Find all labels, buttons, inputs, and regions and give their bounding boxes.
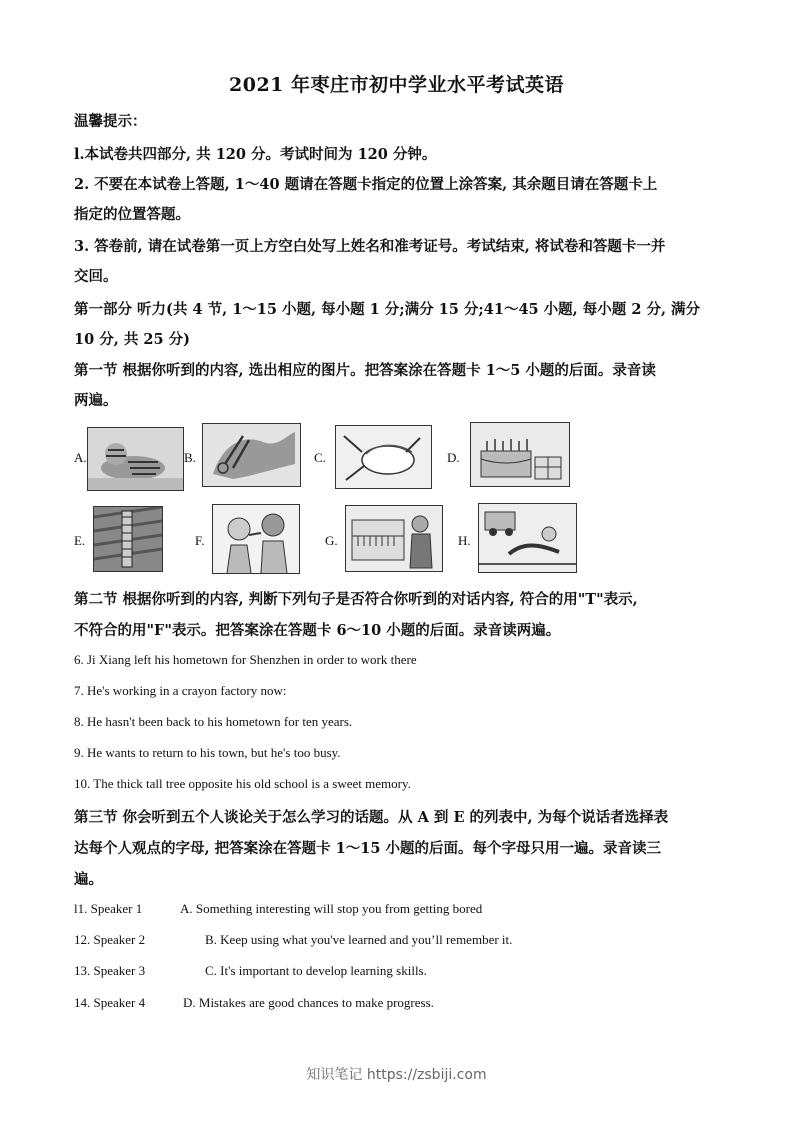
tips-heading: 温馨提示：	[74, 113, 147, 130]
tf-item-6: 6. Ji Xiang left his hometown for Shenzhen in order to work there	[74, 652, 417, 667]
tips-line-2b: 指定的位置答题。	[74, 206, 190, 223]
tiger-icon	[88, 428, 183, 490]
option-label-e: E.	[74, 533, 86, 548]
cooking-picture	[335, 425, 432, 489]
section3-line-2: 达每个人观点的字母, 把答案涂在答题卡 1～15 小题的后面。每个字母只用一遍。录音读三	[74, 840, 661, 857]
option-label-h: H.	[458, 533, 471, 548]
birthday-cake-picture	[470, 422, 570, 487]
speaker-option-b: B. Keep using what you've learned and you’ll remember it.	[205, 932, 513, 947]
part1-line-2: 10 分, 共 25 分)	[74, 331, 190, 348]
speaker-option-d: D. Mistakes are good chances to make progress.	[183, 995, 434, 1010]
speaker-label-3: 13. Speaker 3	[74, 963, 146, 978]
accident-icon	[479, 504, 576, 572]
speaker-label-2: 12. Speaker 2	[74, 932, 146, 947]
option-label-b: B.	[184, 450, 196, 465]
hand-icon	[203, 424, 300, 486]
page-title: 2021 年枣庄市初中学业水平考试英语	[229, 74, 564, 96]
option-label-c: C.	[314, 450, 326, 465]
tf-item-8: 8. He hasn't been back to his hometown for ten years.	[74, 714, 353, 729]
zipper-picture	[93, 506, 163, 572]
tf-item-10: 10. The thick tall tree opposite his old school is a sweet memory.	[74, 776, 411, 791]
section3-line-3: 遍。	[74, 871, 103, 888]
part1-line-1: 第一部分 听力(共 4 节, 1～15 小题, 每小题 1 分;满分 15 分;41～45 小题, 每小题 2 分, 满分	[74, 301, 701, 318]
tips-line-3a: 3. 答卷前, 请在试卷第一页上方空白处写上姓名和准考证号。考试结束, 将试卷和答题卡一并	[74, 238, 666, 255]
tf-item-9: 9. He wants to return to his town, but he's too busy.	[74, 745, 341, 760]
hand-picture	[202, 423, 301, 487]
speaker-label-4: 14. Speaker 4	[74, 995, 146, 1010]
zipper-icon	[94, 507, 162, 571]
tips-line-3b: 交回。	[74, 268, 118, 285]
section2-line-1: 第二节 根据你听到的内容, 判断下列句子是否符合你听到的对话内容, 符合的用"T"表示,	[74, 591, 638, 608]
speaker-label-1: l1. Speaker 1	[74, 901, 143, 916]
tf-item-7: 7. He's working in a crayon factory now:	[74, 683, 287, 698]
speaker-option-c: C. It's important to develop learning skills.	[205, 963, 427, 978]
footer-watermark[interactable]: 知识笔记 https://zsbiji.com	[306, 1067, 487, 1083]
section1-line-1: 第一节 根据你听到的内容, 选出相应的图片。把答案涂在答题卡 1～5 小题的后面。录音读	[74, 362, 656, 379]
option-label-a: A.	[74, 450, 87, 465]
cake-icon	[471, 423, 569, 486]
option-label-f: F.	[195, 533, 205, 548]
piano-picture	[345, 505, 443, 572]
cooking-icon	[336, 426, 431, 488]
tips-line-1: l.本试卷共四部分, 共 120 分。考试时间为 120 分钟。	[74, 146, 437, 163]
tiger-picture	[87, 427, 184, 491]
section3-line-1: 第三节 你会听到五个人谈论关于怎么学习的话题。从 A 到 E 的列表中, 为每个说话者选择表	[74, 809, 669, 826]
section2-line-2: 不符合的用"F"表示。把答案涂在答题卡 6～10 小题的后面。录音读两遍。	[74, 622, 561, 639]
arguing-people-picture	[212, 504, 300, 574]
people-icon	[213, 505, 299, 573]
piano-icon	[346, 506, 442, 571]
accident-picture	[478, 503, 577, 573]
speaker-option-a: A. Something interesting will stop you from getting bored	[180, 901, 483, 916]
tips-line-2a: 2. 不要在本试卷上答题, 1～40 题请在答题卡指定的位置上涂答案, 其余题目请在答题卡上	[74, 176, 658, 193]
option-label-d: D.	[447, 450, 460, 465]
option-label-g: G.	[325, 533, 338, 548]
section1-line-2: 两遍。	[74, 392, 118, 409]
